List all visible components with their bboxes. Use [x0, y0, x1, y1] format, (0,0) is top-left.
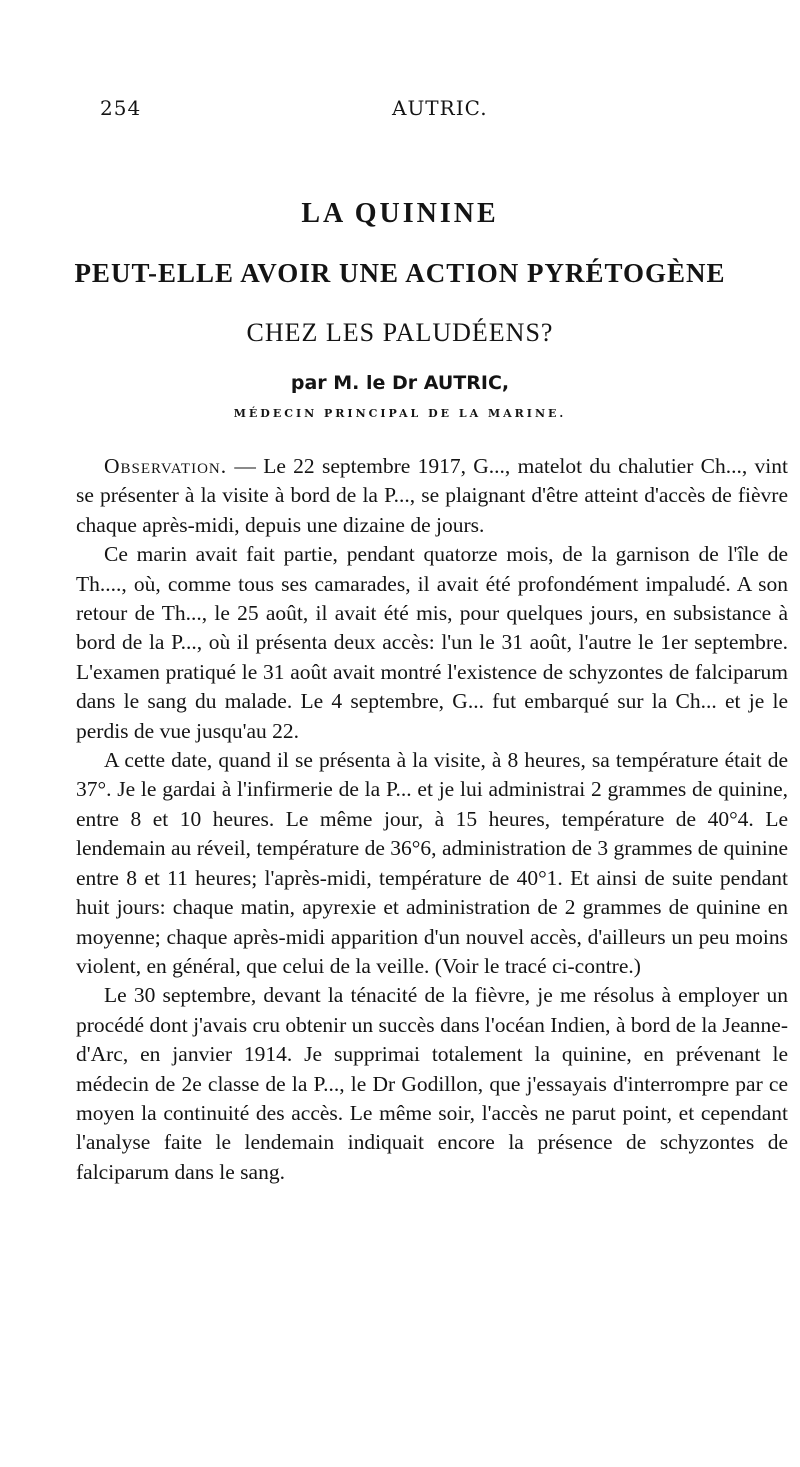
paragraph-suppression: Le 30 septembre, devant la ténacité de la fièvre, je me résolus à employer un procédé dont j'avais cru obtenir un succès dans l'océan Indien, à bord de la Jeanne-d'Arc, en janvier 1914. Je supprimai totalement la quinine, en prévenant le médecin de 2e classe de la P..., le Dr Godillon, que j'essayais d'interrompre par ce moyen la continuité des accès. Le même soir, l'accès ne parut point, et cependant l'analyse faite le lendemain indiquait encore la présence de schyzontes de falciparum dans le sang. [76, 983, 788, 1184]
author-affiliation: MÉDECIN PRINCIPAL DE LA MARINE. [233, 407, 567, 420]
article-title-line-1: LA QUININE [301, 198, 499, 229]
paragraph-history: Ce marin avait fait partie, pendant quatorze mois, de la garnison de l'île de Th...., où, comme tous ses camarades, il avait été profondément impaludé. A son retour de Th..., le 25 août, il avait été mis, pour quelques jours, en subsistance à bord de la P..., où il présenta deux accès: l'un le 31 août, l'autre le 1er septembre. L'examen pratiqué le 31 août avait montré l'existence de schyzontes de falciparum dans le sang du malade. Le 4 septembre, G... fut embarqué sur la Ch... et je le perdis de vue jusqu'au 22. [76, 542, 788, 743]
paragraph-observation-text: — Le 22 septembre 1917, G..., matelot du chalutier Ch..., vint se présenter à la visite à bord de la P..., se plaignant d'être atteint d'accès de fièvre chaque après-midi, depuis une dizaine de jours. [76, 454, 788, 537]
page-number: 254 [100, 96, 142, 120]
observation-lead-in: Observation. [104, 454, 228, 478]
running-title: AUTRIC. [392, 96, 488, 120]
paragraph-observation [76, 452, 788, 540]
running-header [100, 96, 800, 126]
article-title-line-3: CHEZ LES PALUDÉENS? [246, 318, 554, 347]
author-byline: par M. le Dr AUTRIC, [290, 372, 510, 394]
paragraph-treatment: A cette date, quand il se présenta à la visite, à 8 heures, sa température était de 37°. Je le gardai à l'infirmerie de la P... et je lui administrai 2 grammes de quinine, entre 8 et 10 heures. Le même jour, à 15 heures, température de 40°4. Le lendemain au réveil, température de 36°6, administration de 3 grammes de quinine entre 8 et 11 heures; l'après-midi, température de 40°1. Et ainsi de suite pendant huit jours: chaque matin, apyrexie et administration de 2 grammes de quinine en moyenne; chaque après-midi apparition d'un nouvel accès, d'ailleurs un peu moins violent, en général, que celui de la veille. (Voir le tracé ci-contre.) [76, 748, 788, 978]
article-title-line-2: PEUT-ELLE AVOIR UNE ACTION PYRÉTOGÈNE [74, 258, 726, 288]
article-body [76, 452, 788, 1187]
